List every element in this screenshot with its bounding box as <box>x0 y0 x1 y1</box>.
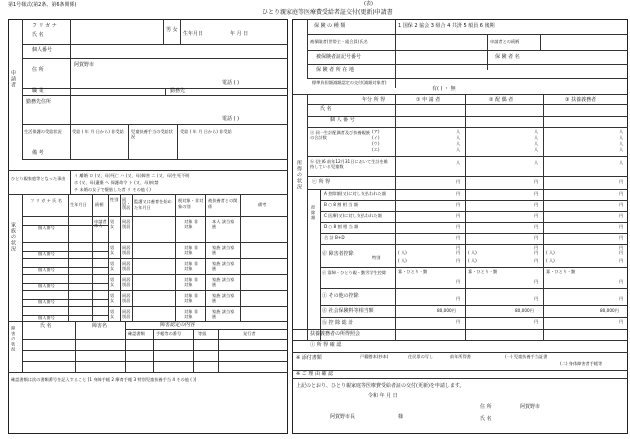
unit-yen: 円 <box>619 202 624 207</box>
unit-person: 人 <box>534 135 539 140</box>
unit-yen: 円 <box>619 258 624 263</box>
row-dec31: ⓑ (注)6 前年12月31日において生計を維持している児童数 <box>310 159 388 170</box>
insured-name-label: 被保険者(世帯主・組合員)氏名 <box>310 39 368 44</box>
disability-count[interactable]: ( 人) <box>468 250 477 255</box>
fam-tax-option[interactable]: 対象 非対象 <box>184 245 198 256</box>
fam-tax-option[interactable]: 対象 非対象 <box>184 277 198 288</box>
signer-name-label: 氏 名 <box>480 416 492 422</box>
unit-person: 人 <box>619 141 624 146</box>
deduction-row-label: C 医療(又)に対し支払われた額 <box>324 213 382 218</box>
unit-yen: 円 <box>619 179 624 184</box>
confirm-note: 確認書類は次の書類番号を記入すること [1 身障手帳 2 療育手帳 3 特別児童扶養手当 4 その他 ( )] <box>11 377 197 382</box>
phone2-label: 電話 ( ) <box>222 116 240 122</box>
fam-dependent-option[interactable]: 家族 該当家族 <box>212 261 235 272</box>
signer-address-label: 住 所 <box>480 404 492 410</box>
social-insurance-value: 80,000円 <box>437 308 456 313</box>
unit-yen: 円 <box>534 213 539 218</box>
cert-label: 標準負担額減額認定の交付(減額対象者) <box>312 80 387 85</box>
unit-yen: 円 <box>534 258 539 263</box>
family-subrow-line <box>22 251 108 252</box>
unit-yen: 円 <box>534 179 539 184</box>
workplace-label: 勤務先 <box>170 88 186 94</box>
deduction-row-line <box>320 222 628 223</box>
fam-sex-option[interactable]: 男 女 <box>110 277 115 288</box>
row-personal-no: 個 人 番 号 <box>330 117 355 123</box>
birth-date: 年 月 日 <box>230 31 249 37</box>
widow-options[interactable]: 寡・ひとり・勤 <box>398 269 428 274</box>
deduction-row-label: D ○ 8 割 相 当 額 <box>324 224 359 229</box>
workplace-address-label: 勤務先住所 <box>26 99 52 105</box>
signer-address-value: 阿賀野市 <box>520 404 541 410</box>
reason-line-1[interactable]: イ 離婚 ロ (又、母)死亡 ハ (又、母)障害 ニ (又、母)生死不明 <box>74 173 190 178</box>
insurer-addr-label: 保 険 者 所 在 地 <box>316 67 354 73</box>
fam-personal-no-label: 個人番号 <box>38 315 55 320</box>
unit-person: 人 <box>456 135 461 140</box>
family-row-line <box>22 290 288 291</box>
unit-yen: 円 <box>534 319 539 324</box>
col-applicant: ① 申 請 者 <box>416 97 441 103</box>
deduction-row-line <box>320 200 628 201</box>
fam-tax-option[interactable]: 対象 非対象 <box>184 309 198 320</box>
dep-sub-a: (ア) <box>372 129 380 134</box>
personal-no-field[interactable] <box>72 46 172 56</box>
family-subrow-line <box>22 283 108 284</box>
fam-living-option[interactable]: 同居 別居 <box>122 293 131 304</box>
fam-dependent-option[interactable]: 家族 該当家族 <box>212 293 235 304</box>
disability-section-label: 障害の状況 <box>11 326 17 352</box>
deduction-row-line <box>320 211 628 212</box>
row-income: ⓒ 所 得 <box>312 179 331 185</box>
address-label: 住 所 <box>32 67 44 73</box>
fam-living-option[interactable]: 同居 別居 <box>122 261 131 272</box>
year-income-label: 年分 所 得 <box>362 97 386 103</box>
reason-line-3[interactable]: チ 未婚の女子で懐胎した者 リ その他 ( ) <box>74 187 151 192</box>
form-title: ひとり親家庭等医療費受給者証交付(更新)申請書 <box>262 9 393 16</box>
dis-col-issuer: 発行者 <box>243 331 256 336</box>
fam-col-sex: 性別 <box>110 197 119 202</box>
fam-living-option[interactable]: 同居 別居 <box>122 309 131 320</box>
unit-yen: 円 <box>534 235 539 240</box>
unit-person: 人 <box>534 141 539 146</box>
family-subrow-line <box>22 267 108 268</box>
attach-opt-2[interactable]: 住民票の写し <box>408 354 434 359</box>
contribution-label: ※ ご 理 由 確 認 <box>296 371 334 377</box>
unit-yen: 円 <box>619 235 624 240</box>
fam-dependent-option[interactable]: 家族 該当家族 <box>212 309 235 320</box>
dis-col-book-no: 手帳等の番号 <box>156 331 182 336</box>
personal-no-label: 個人番号 <box>32 47 53 53</box>
social-insurance-value: 80,000円 <box>515 308 534 313</box>
fam-personal-no-label: 個人番号 <box>38 267 55 272</box>
applicant-section-label: 申請者 <box>10 70 16 88</box>
deduction-row-label: B ○ 8 割 相 当 額 <box>324 202 358 207</box>
dis-col-doc: 確認書類 <box>128 331 145 336</box>
front-back-label: (表) <box>364 1 373 7</box>
fam-living-option[interactable]: 同居 別居 <box>122 219 131 230</box>
relation-label: 申請者との続柄 <box>490 39 520 44</box>
reason-line-2[interactable]: ホ (又、母)遺棄 ヘ 保護命令 ト (又、母)拘禁 <box>74 180 159 185</box>
unit-yen: 円 <box>534 250 539 255</box>
unit-person: 人 <box>456 129 461 134</box>
fam-dependent-option[interactable]: 家族 該当家族 <box>212 277 235 288</box>
unit-yen: 円 <box>456 245 461 250</box>
address-value: 阿賀野市 <box>74 62 95 68</box>
family-row-line <box>22 274 288 275</box>
unit-yen: 円 <box>456 296 461 301</box>
unit-yen: 円 <box>456 179 461 184</box>
fam-dependent-option[interactable]: 本人 該当家族 <box>212 219 235 230</box>
unit-person: 人 <box>456 147 461 152</box>
unit-yen: 円 <box>619 224 624 229</box>
deduction-row-line <box>320 233 628 234</box>
family-row-line <box>22 242 288 243</box>
fam-personal-no-label: 個人番号 <box>38 225 55 230</box>
special-disability-count[interactable]: ( 人) <box>468 258 477 263</box>
widow-options[interactable]: 寡・ひとり・勤 <box>546 269 576 274</box>
form-number: 第1号様式(第2条、第6条関係) <box>8 2 77 8</box>
row-special: 特別 <box>372 255 381 260</box>
attach-opt-5[interactable]: (二) 身体障害者手帳等 <box>560 361 603 366</box>
unit-yen: 円 <box>456 250 461 255</box>
col-spouse: ② 配 偶 者 <box>489 97 514 103</box>
fam-sex-option[interactable]: 男 女 <box>110 261 115 272</box>
disability-count[interactable]: ( 人) <box>546 250 555 255</box>
family-row-line <box>22 216 288 217</box>
occupation-label: 職 業 <box>32 88 44 94</box>
fam-applicant-relation: 申請者本人 <box>94 219 107 229</box>
unit-yen: 円 <box>456 319 461 324</box>
welfare-label: 生活保護の受給状況 <box>24 129 62 134</box>
widow-options[interactable]: 寡・ひとり・勤 <box>468 269 498 274</box>
row-dep-city: 扶養義務者の所得照会 <box>310 331 361 337</box>
declaration-text: 上記のとおり、ひとり親家庭等医療費受給者証の交付(更新)を申請します。 <box>296 383 465 389</box>
unit-person: 人 <box>619 160 624 165</box>
sex-label: 男 女 <box>166 27 178 33</box>
fam-sex-option[interactable]: 男 女 <box>110 245 115 256</box>
unit-person: 人 <box>619 129 624 134</box>
row-name: 氏 名 <box>320 106 332 112</box>
insurance-options[interactable]: 1 国保 2 協会 3 組合 4 共済 5 船員 6 後期 <box>398 23 495 29</box>
phone-label: 電話 ( ) <box>222 80 240 86</box>
unit-yen: 円 <box>456 279 461 284</box>
dis-col-content: 障害認定の内容 <box>160 322 196 328</box>
dep-sub-i: (イ) <box>372 135 380 140</box>
dis-col-name: 氏 名 <box>40 323 52 329</box>
fam-tax-option[interactable]: 対象 非対象 <box>184 219 198 230</box>
deduction-row-label: 合 計 B+D <box>324 235 345 240</box>
deduction-section-label: 控除額 <box>311 205 317 221</box>
fam-living-option[interactable]: 同居 別居 <box>122 277 131 288</box>
unit-person: 人 <box>534 147 539 152</box>
furigana-label: フ リ ガ ナ <box>32 23 57 29</box>
fam-col-care-start: 監護又は養育を始めた年月日 <box>134 199 172 210</box>
row-social-insurance: ⓖ 社会保険料等相当額 <box>322 308 374 314</box>
fam-personal-no-label: 個人番号 <box>38 299 55 304</box>
fam-sex-option[interactable]: 男 女 <box>110 293 115 304</box>
dis-col-grade: 等級 <box>198 331 207 336</box>
social-insurance-value: 80,000円 <box>600 308 619 313</box>
fam-personal-no-label: 個人番号 <box>38 283 55 288</box>
unit-person: 人 <box>456 160 461 165</box>
unit-yen: 円 <box>619 296 624 301</box>
reason-label: ひとり親家庭等となった事由 <box>11 176 66 181</box>
addressee-sama: 様 <box>398 414 404 420</box>
unit-yen: 円 <box>619 245 624 250</box>
unit-yen: 円 <box>619 250 624 255</box>
fam-sex-option[interactable]: 男 女 <box>110 309 115 320</box>
birth-label: 生年月日 <box>183 31 204 37</box>
insurance-type-label: 保 険 の 種 類 <box>314 23 346 29</box>
deduction-row-label: A 控除額(又)に対し支払われた額 <box>324 191 386 196</box>
child-allowance-status[interactable]: 受給 ( 年 月 日から) 非受給 <box>180 129 232 134</box>
row-dependents: ⓐ 同一生計配偶者及び扶養親族の合計数 <box>310 130 370 141</box>
declaration-date[interactable]: 令和 年 月 日 <box>368 393 398 399</box>
unit-yen: 円 <box>456 235 461 240</box>
unit-yen: 円 <box>456 258 461 263</box>
dis-col-disability: 障害名 <box>92 323 108 329</box>
unit-yen: 円 <box>534 279 539 284</box>
fam-col-living: 同居・別居 <box>122 197 131 211</box>
insurer-name-label: 保 険 者 名 <box>495 54 520 60</box>
remarks-label: 備 考 <box>32 150 44 156</box>
child-allowance-label: 児童扶養手当の受給状況 <box>131 129 173 140</box>
name-field[interactable] <box>72 34 160 42</box>
family-section-label: 家族の状況 <box>10 222 16 252</box>
attach-label: ※ 添付書類 <box>296 355 322 361</box>
unit-yen: 円 <box>456 224 461 229</box>
unit-yen: 円 <box>456 213 461 218</box>
unit-yen: 円 <box>534 202 539 207</box>
unit-yen: 円 <box>534 191 539 196</box>
row-deduction-total: ⓗ 控 除 総 計 <box>322 320 354 326</box>
fam-personal-no-label: 個人番号 <box>38 251 55 256</box>
unit-yen: 円 <box>534 296 539 301</box>
row-other-deduction: ⓕ その他の控除 <box>322 293 359 299</box>
unit-yen: 円 <box>534 224 539 229</box>
unit-person: 人 <box>619 147 624 152</box>
unit-yen: 円 <box>619 319 624 324</box>
cert-value[interactable]: 有( ) ・ 無 <box>432 86 456 92</box>
deduction-row-line <box>320 244 628 245</box>
income-section-label: 所得の状況 <box>296 160 302 190</box>
row-income-confirm: ⓘ 所 得 確 認 <box>310 342 342 348</box>
fam-col-name: フ リ ガ ナ 氏 名 <box>30 198 62 203</box>
unit-person: 人 <box>619 135 624 140</box>
name-label: 氏 名 <box>32 32 44 38</box>
unit-yen: 円 <box>456 191 461 196</box>
unit-yen: 円 <box>456 202 461 207</box>
row-disability-deduction: ⓓ 障害者控除 <box>322 251 354 257</box>
unit-yen: 円 <box>619 213 624 218</box>
dep-sub-e: (エ) <box>372 147 380 152</box>
row-widow: ⓔ 寡婦・ひとり親・勤労学生控除 <box>322 270 387 275</box>
special-disability-count[interactable]: ( 人) <box>546 258 555 263</box>
family-subrow-line <box>22 299 108 300</box>
col-dependent: ③ 扶養義務者 <box>565 97 597 103</box>
family-row-line <box>22 258 288 259</box>
special-disability-count[interactable]: ( 人) <box>398 258 407 263</box>
disability-count[interactable]: ( 人) <box>398 250 407 255</box>
family-subrow-line <box>22 225 108 226</box>
fam-col-birth: 生年月日 <box>70 202 87 207</box>
fam-col-dependent: 被扶養者との関係 <box>208 198 238 209</box>
dep-sub-u: (ウ) <box>372 141 380 146</box>
family-subrow-line <box>22 315 108 316</box>
attach-opt-4[interactable]: (一) 児童扶養手当証書 <box>505 354 548 359</box>
unit-person: 人 <box>456 141 461 146</box>
fam-dependent-option[interactable]: 家族 該当家族 <box>212 245 235 256</box>
fam-tax-option[interactable]: 対象 非対象 <box>184 293 198 304</box>
unit-yen: 円 <box>619 191 624 196</box>
insured-no-label: 被保険者証記号番号 <box>316 54 362 60</box>
addressee: 阿賀野市長 <box>330 414 356 420</box>
fam-col-tax: 税対象・非対象の別 <box>178 198 204 209</box>
fam-col-remarks: 備考 <box>258 202 267 207</box>
fam-tax-option[interactable]: 対象 非対象 <box>184 261 198 272</box>
fam-living-option[interactable]: 同居 別居 <box>122 245 131 256</box>
family-row-line <box>22 306 288 307</box>
welfare-status[interactable]: 受給 ( 年 月 日から) 非受給 <box>72 129 124 134</box>
unit-yen: 円 <box>534 245 539 250</box>
unit-yen: 円 <box>619 279 624 284</box>
fam-col-relation: 続柄 <box>95 202 104 207</box>
attach-opt-3[interactable]: 前年所得書 <box>450 354 471 359</box>
fam-sex-option[interactable]: 男 女 <box>110 219 115 230</box>
attach-opt-1[interactable]: 戸籍謄本(抄本) <box>360 354 389 359</box>
unit-person: 人 <box>534 160 539 165</box>
unit-person: 人 <box>534 129 539 134</box>
